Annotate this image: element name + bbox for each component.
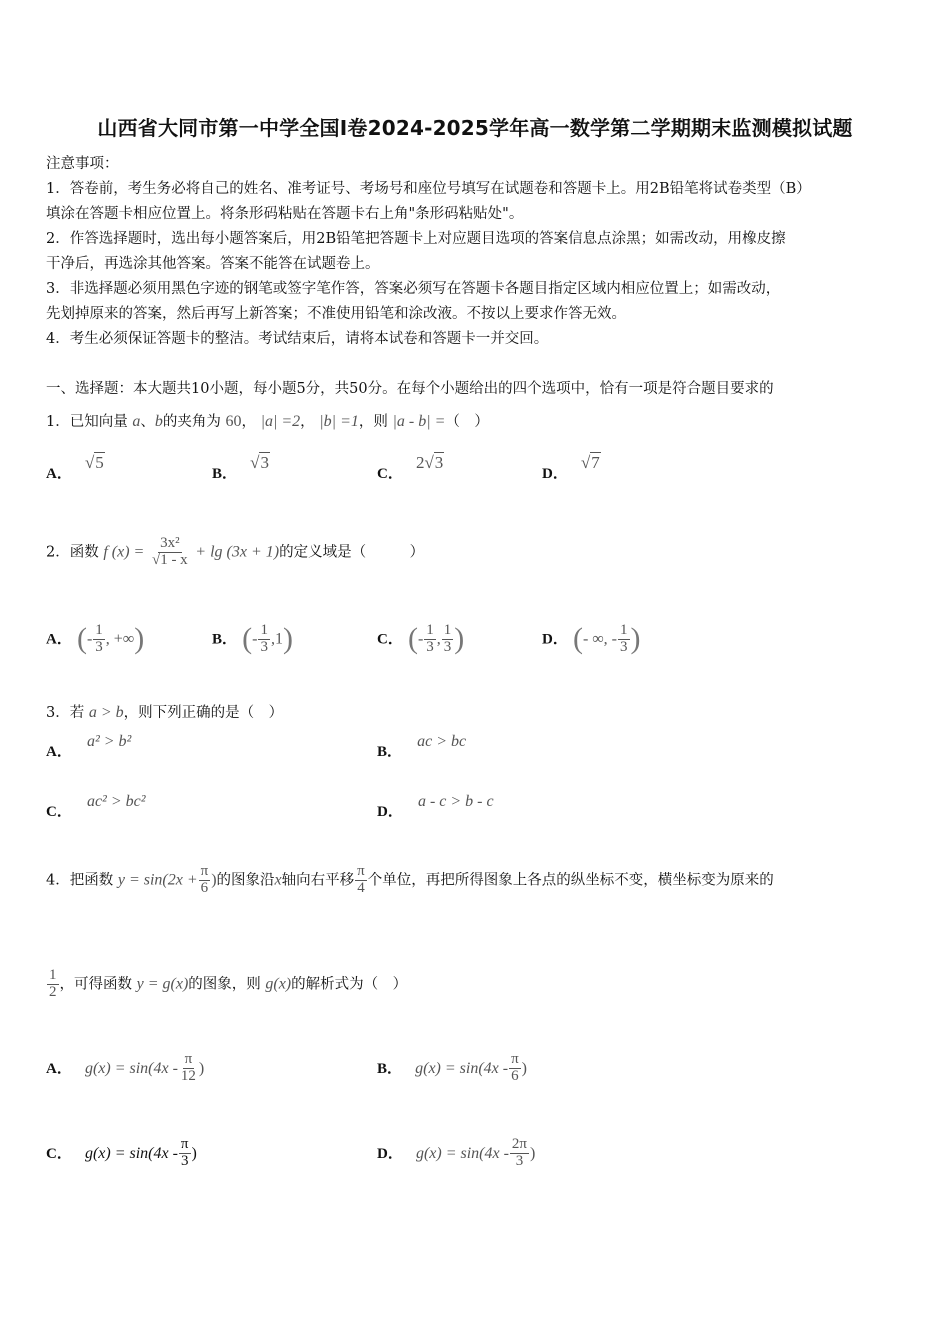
q4-text: 的解析式为（ ）: [291, 976, 408, 993]
q1-text: 的夹角为: [162, 414, 221, 430]
x-variable: x: [274, 871, 282, 889]
question-3: [46, 701, 283, 722]
q4-g-function: y = g(x): [136, 975, 189, 993]
option-math: g(x) = sin(4x -: [415, 1144, 509, 1162]
denominator: 3: [443, 638, 452, 655]
radicand: 3: [260, 453, 269, 472]
sign: -: [86, 630, 93, 648]
q4-text: ，可得函数: [59, 976, 132, 993]
option-label: C．: [46, 804, 72, 820]
denominator: 4: [357, 879, 365, 896]
numerator: π: [180, 1136, 189, 1152]
notes-heading: 注意事项：: [46, 156, 119, 172]
numerator: 3x²: [160, 535, 180, 551]
option-label: C．: [46, 1145, 72, 1162]
denominator: 6: [200, 879, 209, 896]
q3-option-a[interactable]: [46, 733, 132, 761]
question-2: [46, 536, 424, 569]
note-line: 填涂在答题卡相应位置上。将条形码粘贴在答题卡右上角"条形码粘贴处"。: [46, 206, 524, 222]
q1-expr: |a - b| =: [392, 413, 446, 430]
function-rhs: + lg (3x + 1): [195, 543, 280, 561]
option-label: B．: [212, 466, 238, 482]
q2-option-d[interactable]: [542, 622, 641, 656]
q1-angle: 60: [225, 413, 242, 430]
question-number: 3．: [46, 705, 70, 721]
fraction: [442, 623, 454, 656]
numerator: 2π: [511, 1136, 527, 1152]
q1-sep: 、: [140, 414, 155, 430]
q4-text: 的图象，则: [188, 976, 261, 993]
coefficient: 2: [415, 453, 425, 472]
denominator: 3: [515, 1152, 524, 1169]
q2-text: 函数: [69, 544, 99, 561]
vector-a: a: [132, 413, 141, 430]
note-line: 4．考生必须保证答题卡的整洁。考试结束后，请将本试卷和答题卡一并交回。: [46, 331, 549, 347]
numerator: 1: [620, 621, 628, 638]
option-label: A．: [46, 466, 72, 482]
right-paren: ): [454, 622, 465, 655]
fraction: [618, 623, 630, 656]
q2-option-c[interactable]: [377, 622, 464, 656]
sqrt-expr: √7: [580, 453, 600, 472]
q4-option-c[interactable]: [46, 1137, 197, 1170]
sqrt-expr: √3: [250, 453, 269, 472]
fraction: [424, 623, 436, 656]
denominator: 3: [95, 638, 103, 655]
sqrt-expr: 2√3: [415, 453, 444, 472]
close-paren: ): [521, 1059, 527, 1077]
q1-option-b[interactable]: [212, 453, 270, 483]
option-label: D．: [542, 631, 568, 648]
option-label: B．: [377, 744, 403, 760]
numerator: 1: [443, 621, 452, 638]
option-math: ac > bc: [417, 733, 467, 750]
q2-option-a[interactable]: [46, 622, 144, 656]
q4-text: 把函数: [69, 872, 114, 889]
q3-text: 若: [69, 705, 85, 721]
denominator: √1 - x: [151, 551, 188, 568]
q1-text: （ ）: [445, 414, 489, 430]
interval-end: , +∞: [105, 630, 135, 648]
q3-condition: a > b: [88, 704, 124, 721]
question-4-cont: [46, 968, 407, 1001]
numerator: 1: [260, 621, 268, 638]
option-label: B．: [377, 1060, 403, 1077]
option-label: D．: [377, 1145, 403, 1162]
denominator: 12: [180, 1067, 196, 1084]
option-label: A．: [46, 744, 72, 760]
note-line: 2．作答选择题时，选出每小题答案后，用2B铅笔把答题卡上对应题目选项的答案信息点涂黑；如需改动，用橡皮擦: [46, 231, 786, 247]
note-line: 3．非选择题必须用黑色字迹的钢笔或签字笔作答，答案必须写在答题卡各题目指定区域内相应位置上；如需改动，: [46, 281, 781, 297]
option-label: D．: [542, 466, 568, 482]
fraction: [509, 1052, 521, 1085]
close-paren: ): [530, 1144, 536, 1162]
fraction: [179, 1052, 198, 1085]
right-paren: ): [630, 622, 641, 655]
q2-option-b[interactable]: [212, 622, 293, 656]
denominator: 3: [180, 1152, 189, 1169]
option-math: g(x) = sin(4x -: [84, 1144, 178, 1162]
denominator: 3: [620, 638, 628, 655]
option-math: g(x) = sin(4x -: [84, 1059, 178, 1077]
denominator: 3: [426, 638, 434, 655]
q4-function: y = sin(2x +: [117, 871, 198, 889]
q3-option-b[interactable]: [377, 733, 467, 761]
close-paren: ): [191, 1144, 197, 1162]
q1-abs-b: |b| =1: [319, 413, 359, 430]
q4-text: 个单位，再把所得图象上各点的纵坐标不变，横坐标变为原来的: [367, 872, 774, 889]
left-paren: (: [76, 622, 87, 655]
note-line: 先划掉原来的答案，然后再写上新答案；不准使用铅笔和涂改液。不按以上要求作答无效。: [46, 306, 626, 322]
sign: -: [252, 630, 258, 648]
fraction: [199, 864, 211, 897]
q4-text: 轴向右平移: [281, 872, 355, 889]
numerator: 1: [49, 967, 57, 983]
numerator: 1: [95, 621, 103, 638]
radicand: 3: [434, 453, 444, 472]
fraction: [150, 536, 190, 569]
vector-b: b: [154, 413, 163, 430]
fraction: [258, 623, 270, 656]
q3-option-d[interactable]: [377, 793, 494, 821]
option-math: a² > b²: [86, 733, 132, 750]
q4-option-d[interactable]: [377, 1137, 535, 1170]
q1-option-d[interactable]: [542, 453, 601, 483]
fraction: [93, 623, 105, 656]
q1-text: 已知向量: [69, 414, 128, 430]
q4-g: g(x): [265, 975, 292, 993]
close-paren: ): [198, 1059, 205, 1077]
option-label: B．: [212, 631, 238, 648]
q4-option-b[interactable]: [377, 1052, 527, 1085]
page-title: 山西省大同市第一中学全国Ⅰ卷2024-2025学年高一数学第二学期期末监测模拟试题: [97, 116, 853, 140]
numerator: π: [357, 863, 365, 879]
denominator: 6: [511, 1067, 519, 1084]
q1-text: ，: [300, 414, 315, 430]
fraction: [510, 1137, 529, 1170]
radicand: 7: [591, 453, 600, 472]
q1-option-a[interactable]: [46, 453, 105, 483]
q4-option-a[interactable]: [46, 1052, 204, 1085]
option-label: C．: [377, 631, 403, 648]
left-paren: (: [242, 622, 253, 655]
fraction: [179, 1137, 191, 1170]
note-line: 干净后，再选涂其他答案。答案不能答在试题卷上。: [46, 256, 380, 272]
interval-end: ,1: [270, 630, 283, 648]
note-line: 1．答卷前，考生务必将自己的姓名、准考证号、考场号和座位号填写在试题卷和答题卡上。用2B铅笔将试卷类型（B）: [46, 181, 811, 197]
numerator: 1: [426, 621, 434, 638]
q1-text: ，则: [358, 414, 388, 430]
interval-start: - ∞, -: [582, 630, 617, 648]
option-label: A．: [46, 631, 72, 648]
question-number: 2．: [46, 544, 70, 561]
denominator: 2: [49, 983, 57, 1000]
q2-text: 的定义域是（ ）: [279, 544, 425, 561]
q3-text: ，则下列正确的是（ ）: [123, 705, 284, 721]
question-number: 4．: [46, 872, 70, 889]
fraction: [355, 864, 367, 897]
right-paren: ): [282, 622, 293, 655]
right-paren: ): [134, 622, 145, 655]
sqrt-expr: √5: [84, 453, 104, 472]
question-number: 1．: [46, 414, 70, 430]
option-math: ac² > bc²: [86, 793, 146, 810]
left-paren: (: [572, 622, 583, 655]
question-1: [46, 410, 489, 431]
radicand: 1 - x: [160, 551, 188, 568]
radicand: 5: [95, 453, 104, 472]
question-4: [46, 864, 774, 897]
option-math: g(x) = sin(4x -: [415, 1059, 509, 1077]
left-paren: (: [407, 622, 418, 655]
comma: ,: [436, 630, 441, 648]
fraction: [47, 968, 59, 1001]
option-label: C．: [377, 466, 403, 482]
q4-text: 的图象沿: [216, 872, 275, 889]
section-heading: 一、选择题：本大题共10小题，每小题5分，共50分。在每个小题给出的四个选项中，恰有一项是符合题目要求的: [46, 381, 774, 397]
close-paren: ): [211, 871, 217, 889]
sign: -: [417, 630, 424, 648]
q1-text: ，: [241, 414, 256, 430]
q1-option-c[interactable]: [377, 453, 444, 483]
numerator: π: [184, 1051, 193, 1067]
function-lhs: f (x) =: [103, 543, 145, 561]
denominator: 3: [260, 638, 268, 655]
option-label: D．: [377, 804, 403, 820]
q1-abs-a: |a| =2: [260, 413, 301, 430]
numerator: π: [200, 863, 209, 879]
option-math: a - c > b - c: [417, 793, 494, 810]
option-label: A．: [46, 1060, 72, 1077]
numerator: π: [511, 1051, 519, 1067]
q3-option-c[interactable]: [46, 793, 146, 821]
